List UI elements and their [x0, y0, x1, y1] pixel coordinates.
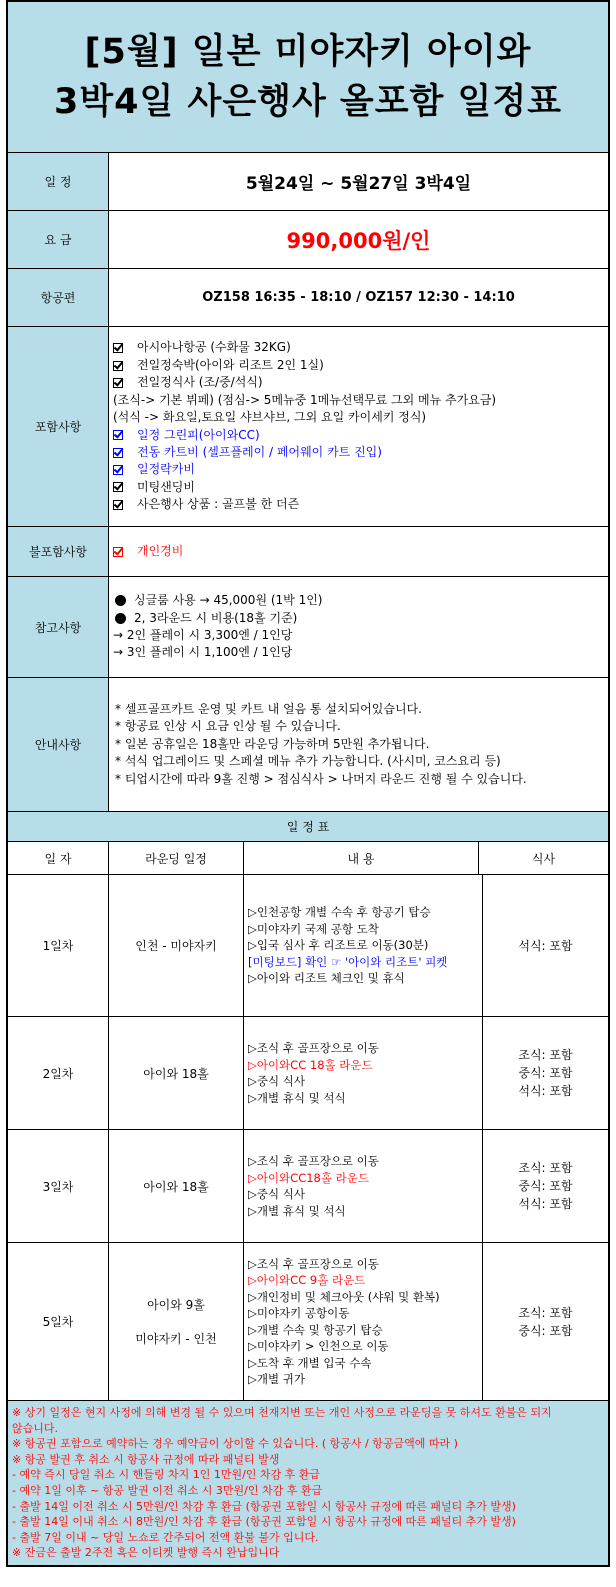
flight-value: OZ158 16:35 - 18:10 / OZ157 12:30 - 14:10	[202, 290, 515, 305]
header-rounding: 라운딩 일정	[109, 842, 244, 874]
excluded-item: 개인경비	[113, 543, 183, 560]
itinerary-header-row	[8, 842, 608, 875]
content-cell: ▷조식 후 골프장으로 이동 ▷아이와CC 9홀 라운드 ▷개인정비 및 체크아웃 (샤워 및 환복) ▷미야자키 공항이동 ▷개별 수속 및 항공기 탑승 ▷미야자키 > 인천으로 이동 ▷도착 후 개별 입국 수속 ▷개별 귀가	[244, 1243, 483, 1400]
bullet-icon	[115, 613, 126, 624]
excluded-row	[8, 527, 608, 577]
note-line: - 출발 14일 이내 취소 시 8만원/인 차감 후 환급 (항공권 포함일 시 항공사 규정에 따른 패널티 추가 발생)	[12, 1515, 516, 1529]
included-item-note: (석식 -> 화요일,토요일 샤브샤브, 그외 요일 카이세키 정식)	[113, 410, 427, 425]
guide-item: * 석식 업그레이드 및 스페셜 메뉴 추가 가능합니다. (사시미, 코스요리 등)	[115, 754, 501, 769]
header-content: 내 용	[244, 842, 479, 874]
header-meals: 식사	[531, 851, 556, 866]
checkbox-icon	[113, 378, 123, 388]
price-label: 요 금	[8, 211, 109, 268]
meals-cell: 조식: 포함 중식: 포함 석식: 포함	[518, 1161, 573, 1211]
meals-cell: 석식: 포함	[518, 938, 573, 953]
guide-label: 안내사항	[8, 678, 109, 811]
reference-label: 참고사항	[8, 577, 109, 677]
note-line: ※ 항공권 포함으로 예약하는 경우 예약금이 상이할 수 있습니다. ( 항공사 / 항공금액에 따라 )	[12, 1437, 458, 1451]
included-item: 일정 그린피(아이와CC)	[113, 427, 260, 444]
schedule-period-value: 5월24일 ~ 5월27일 3박4일	[245, 174, 472, 194]
page-title	[8, 2, 608, 153]
header-day: 일 자	[8, 842, 109, 874]
day-cell: 2일차	[8, 1017, 109, 1129]
included-item-note: (조식-> 기본 뷔페) (점심-> 5메뉴중 1메뉴선택무료 그외 메뉴 추가요금)	[113, 392, 497, 407]
included-item: 아시아나항공 (수화물 32KG)	[113, 339, 291, 356]
day-cell: 1일차	[8, 875, 109, 1016]
checkbox-icon	[113, 465, 123, 475]
included-item: 전동 카트비 (셀프플레이 / 페어웨이 카트 진입)	[113, 444, 382, 461]
table-row	[8, 1017, 608, 1130]
note-line: 않습니다.	[12, 1421, 59, 1435]
note-line: - 출발 14일 이전 취소 시 5만원/인 차감 후 환급 (항공권 포함일 시 항공사 규정에 따른 패널티 추가 발생)	[12, 1499, 516, 1513]
table-row	[8, 1130, 608, 1243]
included-item: 사은행사 상품 : 골프볼 한 더즌	[113, 496, 299, 513]
day-cell: 5일차	[8, 1243, 109, 1400]
note-line: ※ 항공 발권 후 취소 시 항공사 규정에 따라 패널티 발생	[12, 1452, 280, 1466]
reference-item: 2, 3라운드 시 비용(18홀 기준)	[113, 610, 297, 627]
itinerary-title: 일 정 표	[8, 812, 608, 842]
note-line: - 출발 7일 이내 ~ 당일 노쇼로 간주되어 전액 환불 불가 입니다.	[12, 1530, 319, 1544]
reference-row	[8, 577, 608, 678]
rounding-cell: 인천 - 미야자키	[109, 875, 244, 1016]
table-row	[8, 875, 608, 1017]
day-cell: 3일차	[8, 1130, 109, 1242]
included-item: 전일정식사 (조/중/석식)	[113, 374, 263, 391]
table-row	[8, 1243, 608, 1401]
rounding-cell: 아이와 9홀 미야자키 - 인천	[109, 1243, 244, 1400]
rounding-cell: 아이와 18홀	[109, 1017, 244, 1129]
guide-item: * 티업시간에 따라 9홀 진행 > 점심식사 > 나머지 라운드 진행 될 수 있습니다.	[115, 771, 527, 786]
guide-item: * 항공료 인상 시 요금 인상 될 수 있습니다.	[115, 719, 341, 734]
rounding-cell: 아이와 18홀	[109, 1130, 244, 1242]
guide-item: * 셀프골프카트 운영 및 카트 내 얼음 통 설치되어있습니다.	[115, 701, 422, 716]
content-cell: ▷조식 후 골프장으로 이동 ▷아이와CC 18홀 라운드 ▷중식 식사 ▷개별 휴식 및 석식	[244, 1017, 483, 1129]
meals-cell: 조식: 포함 중식: 포함 석식: 포함	[518, 1048, 573, 1098]
schedule-period-row	[8, 153, 608, 211]
note-line: - 예약 1일 이후 ~ 항공 발권 이전 취소 시 3만원/인 차감 후 환급	[12, 1483, 323, 1497]
reference-item: → 3인 플레이 시 1,100엔 / 1인당	[113, 645, 293, 660]
checkbox-icon	[113, 430, 123, 440]
included-item: 전일정숙박(아이와 리조트 2인 1실)	[113, 357, 324, 374]
bullet-icon	[115, 595, 126, 606]
checkbox-icon	[113, 547, 123, 557]
reference-item: 싱글룸 사용 → 45,000원 (1박 1인)	[113, 592, 323, 609]
guide-row	[8, 678, 608, 812]
notes-box	[8, 1401, 608, 1565]
schedule-period-label: 일 정	[8, 153, 109, 210]
included-list	[109, 327, 608, 526]
note-line: ※ 상기 일정은 현지 사정에 의해 변경 될 수 있으며 천재지변 또는 개인 사정으로 라운딩을 못 하셔도 환불은 되지	[12, 1406, 552, 1419]
itinerary-sheet	[6, 0, 610, 1567]
content-cell: ▷조식 후 골프장으로 이동 ▷아이와CC18홀 라운드 ▷중식 식사 ▷개별 휴식 및 석식	[244, 1130, 483, 1242]
title-line-2: 3박4일 사은행사 올포함 일정표	[54, 82, 562, 122]
included-row	[8, 327, 608, 527]
excluded-list	[109, 527, 608, 576]
excluded-label: 불포함사항	[8, 527, 109, 576]
reference-list	[109, 577, 608, 677]
meals-cell: 조식: 포함 중식: 포함	[518, 1305, 573, 1338]
checkbox-icon	[113, 482, 123, 492]
note-line: ※ 잔금은 출발 2주전 혹은 이티켓 발행 즉시 완납입니다	[12, 1546, 280, 1560]
title-line-1: [5월] 일본 미야자키 아이와	[84, 32, 532, 72]
note-line: - 예약 즉시 당일 취소 시 핸들링 차지 1인 1만원/인 차감 후 환급	[12, 1468, 321, 1482]
guide-item: * 일본 공휴일은 18홀만 라운딩 가능하며 5만원 추가됩니다.	[115, 736, 430, 751]
included-label: 포함사항	[8, 327, 109, 526]
checkbox-icon	[113, 500, 123, 510]
guide-list	[109, 678, 608, 811]
flight-row	[8, 269, 608, 327]
checkbox-icon	[113, 343, 123, 353]
reference-item: → 2인 플레이 시 3,300엔 / 1인당	[113, 628, 293, 642]
checkbox-icon	[113, 448, 123, 458]
included-item: 일정락카비	[113, 461, 195, 478]
checkbox-icon	[113, 361, 123, 371]
content-cell: ▷인천공항 개별 수속 후 항공기 탑승 ▷미야자키 국제 공항 도착 ▷입국 심사 후 리조트로 이동(30분) [미팅보드] 확인 ☞ '아이와 리조트' 피켓 ▷아이와 리조트 체크인 및 휴식	[244, 875, 483, 1016]
price-row	[8, 211, 608, 269]
included-item: 미팅샌딩비	[113, 479, 195, 496]
price-value: 990,000원/인	[286, 228, 431, 253]
flight-label: 항공편	[8, 269, 109, 326]
